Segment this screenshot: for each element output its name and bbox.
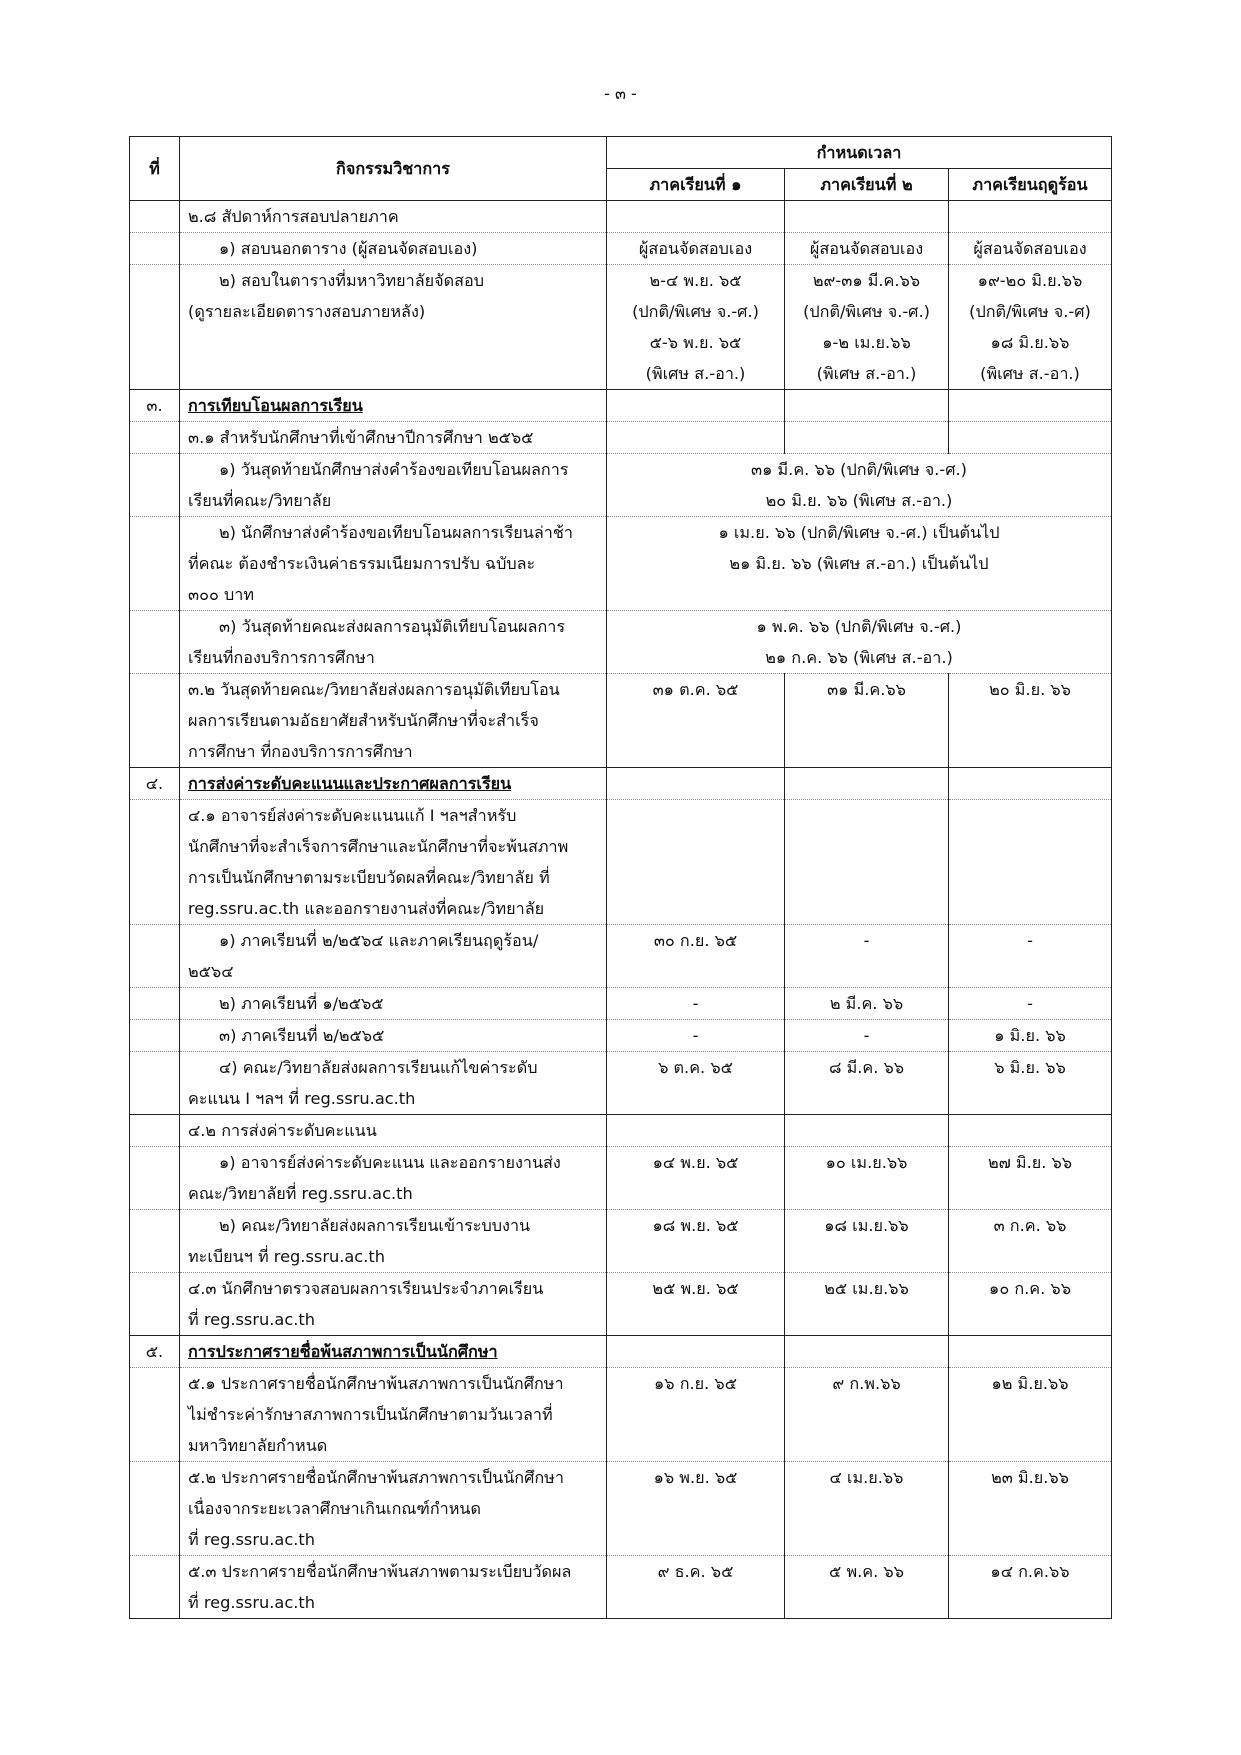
activity-cell xyxy=(180,201,607,233)
row-number xyxy=(130,517,180,611)
activity-line: ที่คณะ ต้องชำระเงินค่าธรรมเนียมการปรับ ฉบับละ xyxy=(188,554,536,573)
schedule-date-line: ๒ มี.ค. ๖๖ xyxy=(829,994,904,1013)
page-number: - ๓ - xyxy=(604,84,637,103)
schedule-date-line xyxy=(615,390,776,421)
schedule-date-line xyxy=(957,422,1103,453)
schedule-cell xyxy=(785,1462,949,1556)
schedule-cell xyxy=(607,1368,785,1462)
schedule-date-line: ๒๑ มิ.ย. ๖๖ (พิเศษ ส.-อา.) เป็นต้นไป xyxy=(729,554,989,573)
section-heading: การส่งค่าระดับคะแนนและประกาศผลการเรียน xyxy=(188,774,512,793)
schedule-date-line: ๒๙-๓๑ มี.ค.๖๖ xyxy=(812,271,921,290)
activity-line: ๑) วันสุดท้ายนักศึกษาส่งคำร้องขอเทียบโอนผลการ xyxy=(219,460,569,479)
activity-line: ๒) นักศึกษาส่งคำร้องขอเทียบโอนผลการเรียนล่าช้า xyxy=(219,523,573,542)
activity-cell xyxy=(180,1020,607,1052)
section-heading: การเทียบโอนผลการเรียน xyxy=(188,396,363,415)
activity-cell xyxy=(180,1210,607,1273)
activity-line: ๔.๒ การส่งค่าระดับคะแนน xyxy=(188,1121,377,1140)
schedule-cell xyxy=(785,1273,949,1336)
activity-line xyxy=(188,358,598,389)
schedule-date-line: ๙ ก.พ.๖๖ xyxy=(832,1374,901,1393)
schedule-date-line: ๑-๒ เม.ย.๖๖ xyxy=(822,333,911,352)
schedule-date-line: ๑๙-๒๐ มิ.ย.๖๖ xyxy=(977,271,1083,290)
schedule-cell xyxy=(785,768,949,800)
schedule-date-line: ๘ มี.ค. ๖๖ xyxy=(828,1058,905,1077)
schedule-date-line xyxy=(793,422,940,453)
row-number xyxy=(130,422,180,454)
row-number xyxy=(130,454,180,517)
schedule-date-line xyxy=(957,1115,1103,1146)
col-header-summer: ภาคเรียนฤดูร้อน xyxy=(949,169,1112,201)
schedule-cell xyxy=(949,674,1112,768)
col-header-term-2: ภาคเรียนที่ ๒ xyxy=(785,169,949,201)
schedule-cell xyxy=(949,422,1112,454)
activity-line: ที่ reg.ssru.ac.th xyxy=(188,1530,315,1549)
schedule-cell xyxy=(607,925,785,988)
schedule-date-line: ๔ เม.ย.๖๖ xyxy=(829,1468,904,1487)
schedule-cell xyxy=(949,1020,1112,1052)
schedule-cell xyxy=(949,768,1112,800)
activity-cell xyxy=(180,1462,607,1556)
schedule-cell xyxy=(607,674,785,768)
schedule-cell xyxy=(949,1052,1112,1115)
schedule-cell xyxy=(949,390,1112,422)
schedule-date-line: ๑ พ.ค. ๖๖ (ปกติ/พิเศษ จ.-ศ.) xyxy=(756,617,962,636)
activity-line: ๓.๒ วันสุดท้ายคณะ/วิทยาลัยส่งผลการอนุมัติเทียบโอน xyxy=(188,680,560,699)
schedule-span-cell xyxy=(607,454,1112,517)
activity-line xyxy=(188,327,598,358)
table-row xyxy=(130,1020,1112,1052)
table-row xyxy=(130,265,1112,390)
schedule-date-line: ผู้สอนจัดสอบเอง xyxy=(973,239,1087,258)
activity-cell xyxy=(180,768,607,800)
schedule-date-line xyxy=(615,1336,776,1367)
activity-cell xyxy=(180,454,607,517)
activity-line: เรียนที่คณะ/วิทยาลัย xyxy=(188,491,332,510)
schedule-date-line xyxy=(957,800,1103,831)
activity-cell xyxy=(180,390,607,422)
schedule-cell xyxy=(949,1210,1112,1273)
schedule-cell xyxy=(607,390,785,422)
schedule-date-line xyxy=(793,201,940,232)
activity-cell xyxy=(180,988,607,1020)
row-number xyxy=(130,1210,180,1273)
table-row xyxy=(130,1115,1112,1147)
row-number xyxy=(130,1273,180,1336)
schedule-cell xyxy=(785,1052,949,1115)
activity-line: คะแนน I ฯลฯ ที่ reg.ssru.ac.th xyxy=(188,1089,416,1108)
col-header-schedule: กำหนดเวลา xyxy=(607,137,1112,169)
schedule-date-line xyxy=(615,579,1103,610)
section-heading: การประกาศรายชื่อพ้นสภาพการเป็นนักศึกษา xyxy=(188,1342,498,1361)
schedule-cell xyxy=(949,1147,1112,1210)
schedule-date-line: ผู้สอนจัดสอบเอง xyxy=(638,239,753,258)
activity-line: ๒.๘ สัปดาห์การสอบปลายภาค xyxy=(188,207,399,226)
schedule-cell xyxy=(607,1210,785,1273)
row-number: ๕. xyxy=(130,1336,180,1368)
schedule-body xyxy=(130,201,1112,1619)
schedule-date-line: - xyxy=(1027,994,1033,1013)
schedule-date-line: - xyxy=(1027,931,1033,950)
schedule-date-line xyxy=(615,422,776,453)
schedule-cell xyxy=(607,1462,785,1556)
schedule-date-line: (พิเศษ ส.-อา.) xyxy=(816,364,917,383)
activity-cell xyxy=(180,1115,607,1147)
schedule-cell xyxy=(949,265,1112,390)
schedule-cell xyxy=(949,233,1112,265)
schedule-date-line: ๖ ต.ค. ๖๕ xyxy=(658,1058,733,1077)
activity-line: ที่ reg.ssru.ac.th xyxy=(188,1593,315,1612)
schedule-date-line: ๒๕ เม.ย.๖๖ xyxy=(824,1279,909,1298)
table-row xyxy=(130,1210,1112,1273)
schedule-cell xyxy=(785,265,949,390)
schedule-cell xyxy=(949,201,1112,233)
schedule-cell xyxy=(785,233,949,265)
schedule-cell xyxy=(607,1556,785,1619)
activity-line: ไม่ชำระค่ารักษาสภาพการเป็นนักศึกษาตามวันเวลาที่ xyxy=(188,1405,553,1424)
schedule-cell xyxy=(785,1336,949,1368)
activity-line: คณะ/วิทยาลัยที่ reg.ssru.ac.th xyxy=(188,1184,413,1203)
table-row xyxy=(130,1462,1112,1556)
schedule-date-line: ๓๑ ต.ค. ๖๕ xyxy=(652,680,739,699)
row-number: ๓. xyxy=(130,390,180,422)
row-number xyxy=(130,1556,180,1619)
table-row xyxy=(130,768,1112,800)
schedule-cell xyxy=(785,201,949,233)
schedule-cell xyxy=(949,1273,1112,1336)
schedule-date-line: ๕-๖ พ.ย. ๖๕ xyxy=(649,333,742,352)
schedule-date-line: ๑๘ เม.ย.๖๖ xyxy=(824,1216,909,1235)
schedule-date-line: ๑ เม.ย. ๖๖ (ปกติ/พิเศษ จ.-ศ.) เป็นต้นไป xyxy=(718,523,1000,542)
schedule-date-line: ๑๘ พ.ย. ๖๕ xyxy=(652,1216,739,1235)
table-row xyxy=(130,611,1112,674)
activity-cell xyxy=(180,1052,607,1115)
schedule-cell xyxy=(949,925,1112,988)
schedule-date-line xyxy=(957,1336,1103,1367)
activity-cell xyxy=(180,800,607,925)
schedule-date-line: (ปกติ/พิเศษ จ.-ศ.) xyxy=(632,302,759,321)
schedule-date-line: - xyxy=(692,1026,699,1045)
schedule-date-line: ๑๒ มิ.ย.๖๖ xyxy=(991,1374,1069,1393)
schedule-cell xyxy=(607,988,785,1020)
schedule-cell xyxy=(949,1368,1112,1462)
table-row xyxy=(130,1336,1112,1368)
activity-cell xyxy=(180,611,607,674)
schedule-cell xyxy=(785,1115,949,1147)
activity-line: การเป็นนักศึกษาตามระเบียบวัดผลที่คณะ/วิทยาลัย ที่ xyxy=(188,868,550,887)
schedule-date-line: (พิเศษ ส.-อา.) xyxy=(645,364,746,383)
activity-line: ๕.๑ ประกาศรายชื่อนักศึกษาพ้นสภาพการเป็นนักศึกษา xyxy=(188,1374,564,1393)
col-header-term-1: ภาคเรียนที่ ๑ xyxy=(607,169,785,201)
schedule-cell xyxy=(607,233,785,265)
schedule-cell xyxy=(607,1336,785,1368)
activity-cell xyxy=(180,422,607,454)
row-number xyxy=(130,800,180,925)
activity-line: ๒) คณะ/วิทยาลัยส่งผลการเรียนเข้าระบบงาน xyxy=(219,1216,531,1235)
activity-line: ๒) สอบในตารางที่มหาวิทยาลัยจัดสอบ xyxy=(219,271,484,290)
table-row xyxy=(130,1556,1112,1619)
schedule-date-line: ๓๑ มี.ค.๖๖ xyxy=(827,680,906,699)
row-number xyxy=(130,1115,180,1147)
schedule-cell xyxy=(607,201,785,233)
schedule-cell xyxy=(785,674,949,768)
table-row xyxy=(130,1052,1112,1115)
schedule-date-line: (ปกติ/พิเศษ จ.-ศ) xyxy=(969,302,1091,321)
activity-cell xyxy=(180,1273,607,1336)
schedule-cell xyxy=(949,1115,1112,1147)
schedule-date-line: ๓๑ มี.ค. ๖๖ (ปกติ/พิเศษ จ.-ศ.) xyxy=(751,460,967,479)
schedule-cell xyxy=(607,1147,785,1210)
schedule-cell xyxy=(607,265,785,390)
row-number xyxy=(130,233,180,265)
activity-line: ๕.๒ ประกาศรายชื่อนักศึกษาพ้นสภาพการเป็นนักศึกษา xyxy=(188,1468,564,1487)
schedule-cell xyxy=(785,1020,949,1052)
schedule-cell xyxy=(607,1052,785,1115)
schedule-cell xyxy=(785,988,949,1020)
schedule-date-line xyxy=(793,800,940,831)
table-row xyxy=(130,201,1112,233)
schedule-date-line: ๕ พ.ค. ๖๖ xyxy=(829,1562,904,1581)
schedule-date-line: ๑๔ ก.ค.๖๖ xyxy=(990,1562,1070,1581)
schedule-date-line: ๒๕ พ.ย. ๖๕ xyxy=(652,1279,739,1298)
schedule-cell xyxy=(785,422,949,454)
activity-cell xyxy=(180,674,607,768)
schedule-date-line: ๑ มิ.ย. ๖๖ xyxy=(994,1026,1066,1045)
schedule-date-line: ๒๐ มิ.ย. ๖๖ xyxy=(989,680,1071,699)
activity-line: นักศึกษาที่จะสำเร็จการศึกษาและนักศึกษาที่จะพ้นสภาพ xyxy=(188,837,569,856)
schedule-date-line: (ปกติ/พิเศษ จ.-ศ.) xyxy=(803,302,930,321)
schedule-date-line xyxy=(793,768,940,799)
activity-line: เนื่องจากระยะเวลาศึกษาเกินเกณฑ์กำหนด xyxy=(188,1499,481,1518)
schedule-cell xyxy=(785,390,949,422)
academic-schedule-table xyxy=(129,136,1112,1619)
schedule-date-line: ผู้สอนจัดสอบเอง xyxy=(809,239,924,258)
schedule-date-line xyxy=(615,768,776,799)
row-number xyxy=(130,988,180,1020)
activity-cell xyxy=(180,233,607,265)
schedule-date-line: ๙ ธ.ค. ๖๕ xyxy=(657,1562,734,1581)
schedule-cell xyxy=(607,800,785,925)
schedule-date-line xyxy=(793,1336,940,1367)
schedule-date-line: ๑๖ ก.ย. ๖๕ xyxy=(654,1374,737,1393)
activity-line: มหาวิทยาลัยกำหนด xyxy=(188,1436,328,1455)
schedule-date-line xyxy=(793,390,940,421)
table-row xyxy=(130,454,1112,517)
activity-cell xyxy=(180,517,607,611)
schedule-date-line: ๖ มิ.ย. ๖๖ xyxy=(994,1058,1066,1077)
table-row xyxy=(130,390,1112,422)
activity-cell xyxy=(180,1556,607,1619)
activity-line: ๓) วันสุดท้ายคณะส่งผลการอนุมัติเทียบโอนผลการ xyxy=(219,617,566,636)
schedule-cell xyxy=(949,988,1112,1020)
table-row xyxy=(130,988,1112,1020)
activity-line: ๑) อาจารย์ส่งค่าระดับคะแนน และออกรายงานส่ง xyxy=(219,1153,561,1172)
activity-line: ๔.๑ อาจารย์ส่งค่าระดับคะแนนแก้ I ฯลฯสำหรับ xyxy=(188,806,517,825)
activity-line: ๓๐๐ บาท xyxy=(188,585,255,604)
activity-line: การศึกษา ที่กองบริการการศึกษา xyxy=(188,742,413,761)
table-row xyxy=(130,1147,1112,1210)
schedule-date-line: ๒๑ ก.ค. ๖๖ (พิเศษ ส.-อา.) xyxy=(765,648,953,667)
activity-line: ๓) ภาคเรียนที่ ๒/๒๕๖๕ xyxy=(219,1026,385,1045)
schedule-span-cell xyxy=(607,611,1112,674)
schedule-date-line: ๓ ก.ค. ๖๖ xyxy=(993,1216,1067,1235)
schedule-date-line: ๒๗ มิ.ย. ๖๖ xyxy=(987,1153,1073,1172)
row-number xyxy=(130,1368,180,1462)
schedule-cell xyxy=(949,1462,1112,1556)
activity-cell xyxy=(180,1147,607,1210)
row-number xyxy=(130,201,180,233)
activity-line: (ดูรายละเอียดตารางสอบภายหลัง) xyxy=(188,302,426,321)
schedule-cell xyxy=(785,1556,949,1619)
schedule-cell xyxy=(785,800,949,925)
activity-line: ๑) สอบนอกตาราง (ผู้สอนจัดสอบเอง) xyxy=(219,239,478,258)
schedule-date-line: ๒๐ มิ.ย. ๖๖ (พิเศษ ส.-อา.) xyxy=(765,491,953,510)
table-row xyxy=(130,422,1112,454)
activity-line: reg.ssru.ac.th และออกรายงานส่งที่คณะ/วิทยาลัย xyxy=(188,899,545,918)
activity-line: ๓.๑ สำหรับนักศึกษาที่เข้าศึกษาปีการศึกษา ๒๕๖๕ xyxy=(188,428,534,447)
schedule-date-line: (พิเศษ ส.-อา.) xyxy=(980,364,1080,383)
row-number xyxy=(130,925,180,988)
table-row xyxy=(130,517,1112,611)
row-number xyxy=(130,265,180,390)
schedule-date-line: - xyxy=(863,931,870,950)
schedule-cell xyxy=(785,925,949,988)
col-header-no: ที่ xyxy=(130,137,180,201)
activity-line: เรียนที่กองบริการการศึกษา xyxy=(188,648,375,667)
schedule-date-line: ๑๔ พ.ย. ๖๕ xyxy=(652,1153,739,1172)
schedule-date-line: ๓๐ ก.ย. ๖๕ xyxy=(653,931,738,950)
activity-line: ๕.๓ ประกาศรายชื่อนักศึกษาพ้นสภาพตามระเบียบวัดผล xyxy=(188,1562,572,1581)
activity-line: ๔.๓ นักศึกษาตรวจสอบผลการเรียนประจำภาคเรียน xyxy=(188,1279,544,1298)
activity-cell xyxy=(180,1336,607,1368)
activity-cell xyxy=(180,925,607,988)
row-number xyxy=(130,1020,180,1052)
activity-line: ทะเบียนฯ ที่ reg.ssru.ac.th xyxy=(188,1247,385,1266)
schedule-date-line xyxy=(957,201,1103,232)
schedule-date-line: ๑๐ ก.ค. ๖๖ xyxy=(989,1279,1071,1298)
table-row xyxy=(130,1368,1112,1462)
activity-line: ๒) ภาคเรียนที่ ๑/๒๕๖๕ xyxy=(219,994,384,1013)
schedule-date-line xyxy=(793,1115,940,1146)
schedule-cell xyxy=(785,1210,949,1273)
schedule-date-line xyxy=(615,201,776,232)
activity-line: ๔) คณะ/วิทยาลัยส่งผลการเรียนแก้ไขค่าระดับ xyxy=(219,1058,538,1077)
schedule-cell xyxy=(607,768,785,800)
schedule-date-line xyxy=(615,800,776,831)
schedule-date-line: ๒๓ มิ.ย.๖๖ xyxy=(991,1468,1069,1487)
schedule-cell xyxy=(607,422,785,454)
schedule-date-line: ๑๖ พ.ย. ๖๕ xyxy=(653,1468,738,1487)
schedule-cell xyxy=(949,1336,1112,1368)
schedule-date-line: ๒-๔ พ.ย. ๖๕ xyxy=(649,271,742,290)
schedule-date-line xyxy=(957,390,1103,421)
schedule-date-line: ๑๐ เม.ย.๖๖ xyxy=(825,1153,908,1172)
activity-cell xyxy=(180,265,607,390)
row-number xyxy=(130,1147,180,1210)
row-number xyxy=(130,1052,180,1115)
table-row xyxy=(130,925,1112,988)
schedule-date-line: - xyxy=(863,1026,870,1045)
schedule-date-line xyxy=(615,1115,776,1146)
table-row xyxy=(130,1273,1112,1336)
table-row xyxy=(130,233,1112,265)
schedule-date-line: ๑๘ มิ.ย.๖๖ xyxy=(990,333,1070,352)
schedule-cell xyxy=(785,1368,949,1462)
schedule-cell xyxy=(607,1273,785,1336)
col-header-activity: กิจกรรมวิชาการ xyxy=(180,137,607,201)
schedule-date-line: - xyxy=(692,994,699,1013)
schedule-cell xyxy=(607,1020,785,1052)
activity-line: ผลการเรียนตามอัธยาศัยสำหรับนักศึกษาที่จะสำเร็จ xyxy=(188,711,539,730)
row-number: ๔. xyxy=(130,768,180,800)
activity-line: ที่ reg.ssru.ac.th xyxy=(188,1310,315,1329)
schedule-cell xyxy=(785,1147,949,1210)
activity-line: ๒๕๖๔ xyxy=(188,962,234,981)
table-row xyxy=(130,674,1112,768)
activity-line: ๑) ภาคเรียนที่ ๒/๒๕๖๔ และภาคเรียนฤดูร้อน/ xyxy=(219,931,539,950)
schedule-cell xyxy=(949,800,1112,925)
schedule-date-line xyxy=(957,768,1103,799)
activity-cell xyxy=(180,1368,607,1462)
schedule-span-cell xyxy=(607,517,1112,611)
table-row xyxy=(130,800,1112,925)
schedule-cell xyxy=(949,1556,1112,1619)
row-number xyxy=(130,611,180,674)
schedule-cell xyxy=(607,1115,785,1147)
row-number xyxy=(130,674,180,768)
row-number xyxy=(130,1462,180,1556)
